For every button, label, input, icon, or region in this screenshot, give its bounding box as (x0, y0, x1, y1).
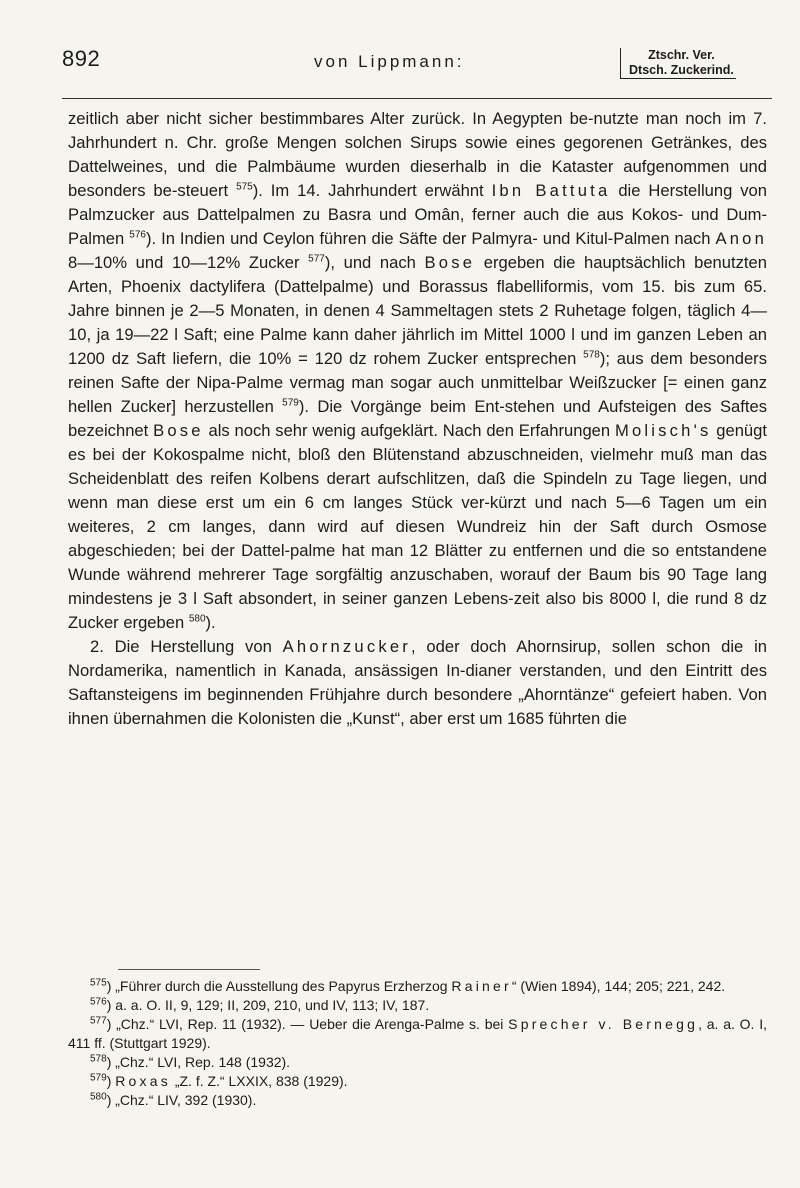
text-run: ), und nach (324, 253, 425, 272)
page-header (62, 46, 772, 94)
spaced-name: Ahornzucker (282, 637, 411, 656)
text-run: ) a. a. O. II, 9, 129; II, 209, 210, und IV, 113; IV, 187. (106, 997, 430, 1013)
text-run: ); aus dem besonders reinen Safte der Nipa-Palme vermag man sogar auch unmittelbar Weißzucker [= einen ganz hellen Zucker] herzustellen (68, 349, 767, 416)
text-run: ) (106, 1073, 116, 1089)
text-run: , oder doch Ahornsirup, sollen schon die in Nordamerika, namentlich in Kanada, ansässigen In-dianer verstanden, und den Eintritt des Saftansteigens im beginnenden Frühjahre durch besondere „Ahorntänze“ gefeiert haben. Von ihnen übernahmen die Kolonisten die „Kunst“, aber erst um 1685 führten die (68, 637, 767, 728)
footnote-ref: 575 (90, 977, 107, 989)
text-run: ). Im 14. Jahrhundert erwähnt (252, 181, 492, 200)
spaced-name: Rainer (451, 978, 512, 994)
footnote-ref: 576 (129, 229, 146, 241)
text-run: „Z. f. Z.“ LXXIX, 838 (1929). (170, 1073, 348, 1089)
footnote (68, 1015, 767, 1053)
text-run: ) „Chz.“ LIV, 392 (1930). (106, 1092, 257, 1108)
spaced-name: Bose (153, 421, 204, 440)
running-head: von Lippmann: (314, 52, 465, 71)
page-number: 892 (62, 46, 101, 71)
footnote-ref: 578 (90, 1053, 107, 1065)
spaced-name: Molisch's (614, 421, 712, 440)
footnote-ref: 577 (90, 1015, 107, 1027)
text-run: zeitlich aber nicht sicher bestimmbares Alter zurück. In Aegypten be-nutzte man noch im 7. Jahrhundert n. Chr. große Mengen solchen Sirups sowie eines gegorenen Getränkes, des Dattelweines, und die Palmbäume wurden dieserhalb in die Kataster aufgenommen und besonders be-steuert (68, 109, 767, 200)
footnote (68, 1072, 767, 1091)
text-run: , a. a. O. I, 411 ff. (Stuttgart 1929). (68, 1016, 767, 1051)
text-run: ergeben die hauptsächlich benutzten Arten, Phoenix dactylifera (Dattelpalme) und Borassus flabelliformis, vom 15. bis zum 65. Jahre binnen je 2—5 Monaten, in denen 4 Sammeltagen stets 2 Ruhetage folgen, täglich 4—10, ja 19—22 l Saft; eine Palme kann daher jährlich im Mittel 1000 l und im ganzen Leben an 1200 dz Saft liefern, die 10% = 120 dz rohem Zucker entsprechen (68, 253, 767, 368)
spaced-name: Anon (715, 229, 767, 248)
text-run: ) „Führer durch die Ausstellung des Papyrus Erzherzog (106, 978, 452, 994)
header-rule (62, 98, 772, 99)
spaced-name: Ibn Battuta (491, 181, 611, 200)
footnote-ref: 577 (308, 253, 325, 265)
footnote (68, 977, 767, 996)
text-run: genügt es bei der Kokospalme nicht, bloß den Blütenstand abzuschneiden, vielmehr muß man das Scheidenblatt des reifen Kolbens derart aufschlitzen, daß die Spindeln zu Tage liegen, und wenn man diese erst um ein 6 cm langes Stück ver-kürzt und nach 5—6 Tagen um ein weiteres, 2 cm langes, dann wird auf diesen Wundreiz hin der Saft durch Osmose abgeschieden; bei der Dattel-palme hat man 12 Blätter zu entfernen und die so entstandene Wunde während mehrerer Tage sorgfältig anzuschaben, worauf der Baum bis 90 Tage lang mindestens je 3 l Saft absondert, in seiner ganzen Lebens-zeit also bis 8000 l, die rund 8 dz Zucker ergeben (68, 421, 768, 632)
text-run: ) „Chz.“ LVI, Rep. 148 (1932). (106, 1054, 291, 1070)
body-text (68, 107, 767, 731)
footnote-separator (118, 969, 260, 970)
paragraph (68, 107, 767, 635)
footnote-ref: 575 (236, 181, 253, 193)
text-run: 2. Die Herstellung von (90, 637, 283, 656)
spaced-name: Sprecher v. Bernegg (508, 1016, 699, 1032)
text-run: als noch sehr wenig aufgeklärt. Nach den Erfahrungen (203, 421, 615, 440)
journal-line-1: Ztschr. Ver. (648, 48, 715, 62)
journal-abbreviation (620, 48, 736, 79)
text-run: die Herstellung von Palmzucker aus Dattelpalmen zu Basra und Omân, ferner auch die aus Kokos- und Dum-Palmen (68, 181, 767, 248)
footnote-ref: 579 (90, 1072, 107, 1084)
footnotes (68, 977, 767, 1110)
footnote-ref: 579 (282, 397, 299, 409)
text-run: 8—10% und 10—12% Zucker (68, 253, 309, 272)
footnote-ref: 576 (90, 996, 107, 1008)
spaced-name: Roxas (115, 1073, 171, 1089)
journal-line-2: Dtsch. Zuckerind. (629, 63, 734, 77)
footnote-ref: 580 (188, 613, 206, 625)
text-run: ) „Chz.“ LVI, Rep. 11 (1932). — Ueber die Arenga-Palme s. bei (106, 1016, 509, 1032)
paragraph (68, 635, 767, 731)
footnote (68, 996, 767, 1015)
spaced-name: Bose (424, 253, 476, 272)
footnote-ref: 580 (90, 1091, 107, 1103)
footnote-ref: 578 (583, 349, 600, 361)
footnote (68, 1053, 767, 1072)
text-run: ). Die Vorgänge beim Ent-stehen und Aufsteigen des Saftes bezeichnet (68, 397, 768, 440)
text-run: ). In Indien und Ceylon führen die Säfte der Palmyra- und Kitul-Palmen nach (145, 229, 716, 248)
text-run: “ (Wien 1894), 144; 205; 221, 242. (511, 978, 726, 994)
footnote (68, 1091, 767, 1110)
text-run: ). (205, 613, 216, 632)
